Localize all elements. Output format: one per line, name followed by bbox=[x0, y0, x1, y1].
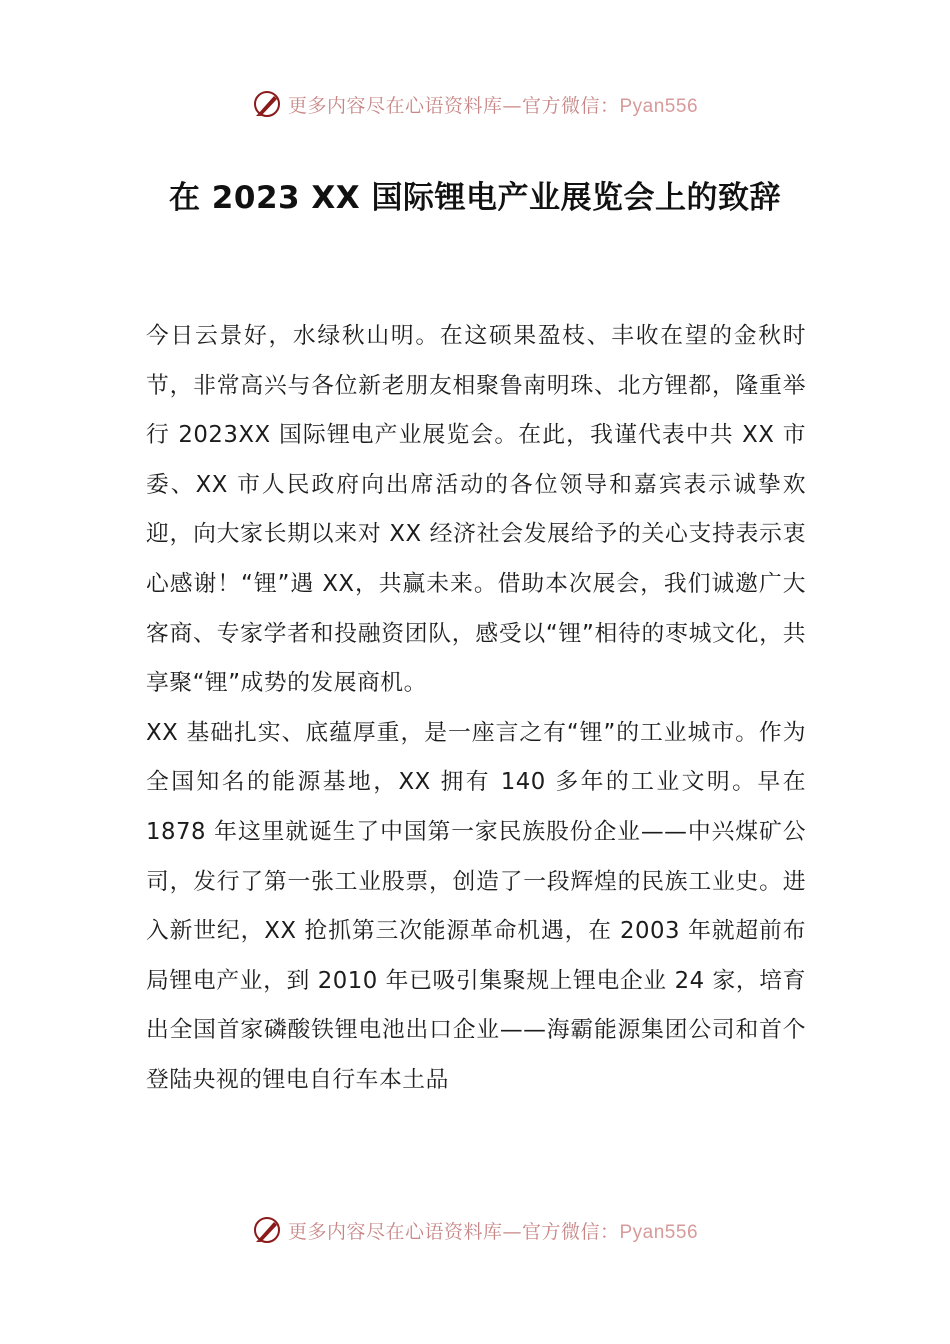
document-body bbox=[146, 312, 806, 1106]
watermark-text bbox=[288, 91, 698, 118]
watermark-footer bbox=[0, 1210, 950, 1250]
pen-logo-icon bbox=[252, 1215, 282, 1245]
watermark-label: 更多内容尽在心语资料库—官方微信： bbox=[287, 94, 620, 117]
paragraph-2: XX 基础扎实、底蕴厚重，是一座言之有“锂”的工业城市。作为全国知名的能源基地，XX 拥有 140 多年的工业文明。早在 1878 年这里就诞生了中国第一家民族股份企业——中兴煤矿公司，发行了第一张工业股票，创造了一段辉煌的民族工业史。进入新世纪，XX 抢抓第三次能源革命机遇，在 2003 年就超前布局锂电产业，到 2010 年已吸引集聚规上锂电企业 24 家，培育出全国首家磷酸铁锂电池出口企业——海霸能源集团公司和首个登陆央视的锂电自行车本土品 bbox=[146, 719, 806, 1093]
watermark-wechat-id: Pyan556 bbox=[619, 95, 699, 117]
watermark-header bbox=[0, 84, 950, 124]
watermark-text bbox=[288, 1217, 698, 1244]
watermark-wechat-id: Pyan556 bbox=[619, 1221, 699, 1243]
paragraph-1: 今日云景好，水绿秋山明。在这硕果盈枝、丰收在望的金秋时节，非常高兴与各位新老朋友相聚鲁南明珠、北方锂都，隆重举行 2023XX 国际锂电产业展览会。在此，我谨代表中共 XX 市委、XX 市人民政府向出席活动的各位领导和嘉宾表示诚挚欢迎，向大家长期以来对 XX 经济社会发展给予的关心支持表示衷心感谢！“锂”遇 XX，共赢未来。借助本次展会，我们诚邀广大客商、专家学者和投融资团队，感受以“锂”相待的枣城文化，共享聚“锂”成势的发展商机。 bbox=[146, 323, 806, 697]
document-title: 在 2023 XX 国际锂电产业展览会上的致辞 bbox=[169, 180, 781, 216]
watermark-label: 更多内容尽在心语资料库—官方微信： bbox=[287, 1220, 620, 1243]
pen-logo-icon bbox=[252, 89, 282, 119]
